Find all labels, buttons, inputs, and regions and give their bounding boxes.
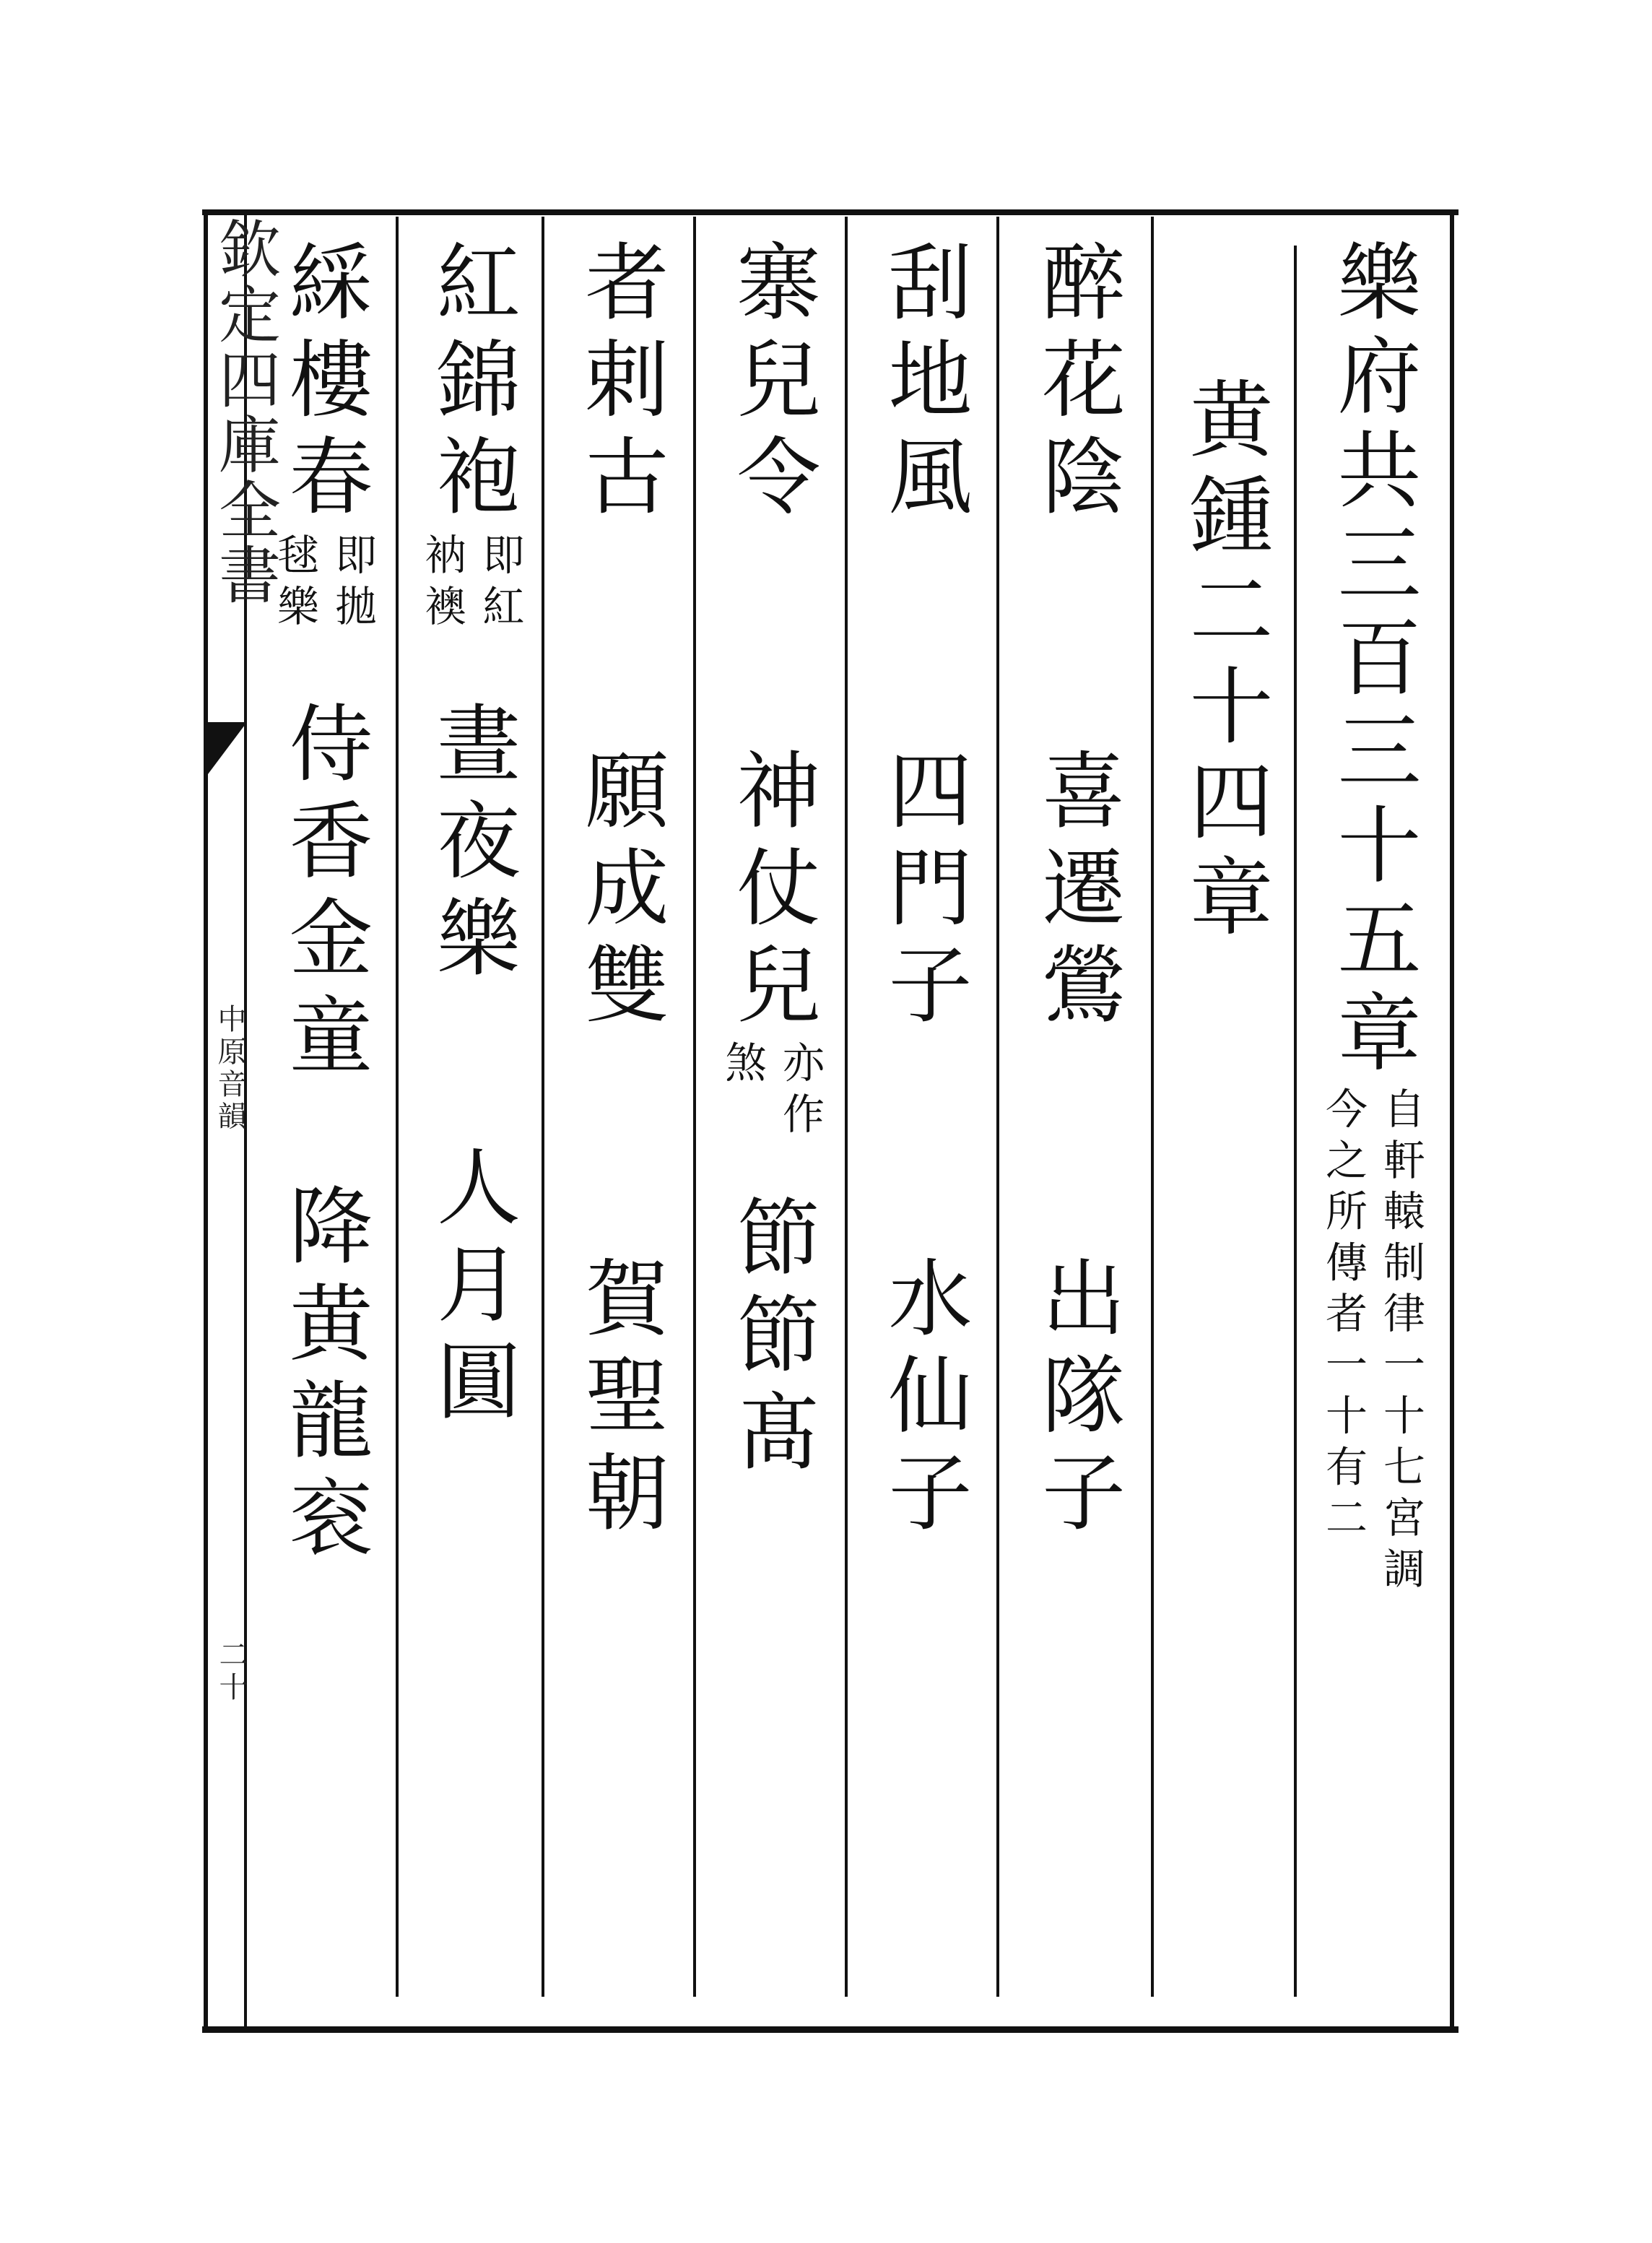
tune-title: 水仙子 [874, 1254, 972, 1547]
tune-title: 晝夜樂 [422, 700, 521, 992]
fishtail-mark [204, 722, 247, 780]
tune-note-right: 亦作 [775, 1041, 825, 1143]
tune-note-right: 即拋 [328, 532, 377, 635]
section-title-margin: 中原音韻 [213, 1004, 246, 1134]
tune-title: 願成雙 [571, 746, 669, 1038]
tune-title: 降黄龍衮 [275, 1182, 373, 1571]
column-divider [1294, 246, 1297, 1997]
heading-note-left: 今之所傳者一十有二 [1318, 1087, 1368, 1548]
tune-title: 者剌古 [571, 238, 669, 530]
tune-title: 人月圓 [422, 1142, 521, 1435]
heading-column [1300, 238, 1444, 1598]
column-divider [396, 217, 399, 1997]
heading-main: 樂府共三百三十五章 [1323, 238, 1421, 1083]
heading-note [1318, 1087, 1425, 1598]
tune-note [417, 532, 525, 635]
tune-note-right: 即紅 [475, 532, 525, 635]
column-divider [542, 217, 544, 1997]
subheading-column [1155, 376, 1292, 948]
tune-title: 喜遷鶯 [1027, 746, 1126, 1038]
tune-column [1002, 238, 1150, 1546]
tune-title: 出隊子 [1027, 1254, 1126, 1547]
heading-note-right: 自軒轅制律一十七宮調 [1376, 1087, 1425, 1598]
tune-note [718, 1041, 825, 1143]
top-border [202, 209, 1458, 215]
book-title-margin: 欽定四庫全書 [208, 217, 280, 608]
tune-title: 紅錦袍 [422, 238, 521, 530]
tune-note [270, 532, 377, 635]
tune-column [699, 238, 843, 1485]
tune-column [547, 238, 692, 1546]
tune-column [401, 238, 542, 1435]
tune-title: 賀聖朝 [571, 1254, 669, 1547]
right-border [1450, 209, 1454, 2029]
column-divider [693, 217, 696, 1997]
tune-title: 寨兒令 [723, 238, 820, 530]
tune-title: 刮地風 [874, 238, 972, 530]
tune-title: 綵樓春 [275, 238, 373, 530]
tune-title: 節節髙 [723, 1193, 820, 1485]
tune-title: 醉花陰 [1027, 238, 1126, 530]
tune-note-left: 煞 [718, 1041, 767, 1093]
page-number: 二十 [214, 1639, 248, 1704]
bottom-border [202, 2026, 1458, 2033]
subheading: 黄鍾二十四章 [1175, 376, 1273, 949]
tune-note-left: 衲襖 [417, 532, 467, 635]
tune-note-left: 毬樂 [270, 532, 319, 635]
column-divider [1151, 217, 1154, 1997]
tune-title: 神仗兒 [723, 746, 820, 1038]
tune-column [851, 238, 995, 1546]
tune-column [251, 238, 396, 1571]
column-divider [845, 217, 848, 1997]
tune-title: 侍香金童 [275, 700, 373, 1089]
column-divider [996, 217, 999, 1997]
tune-title: 四門子 [874, 746, 972, 1038]
